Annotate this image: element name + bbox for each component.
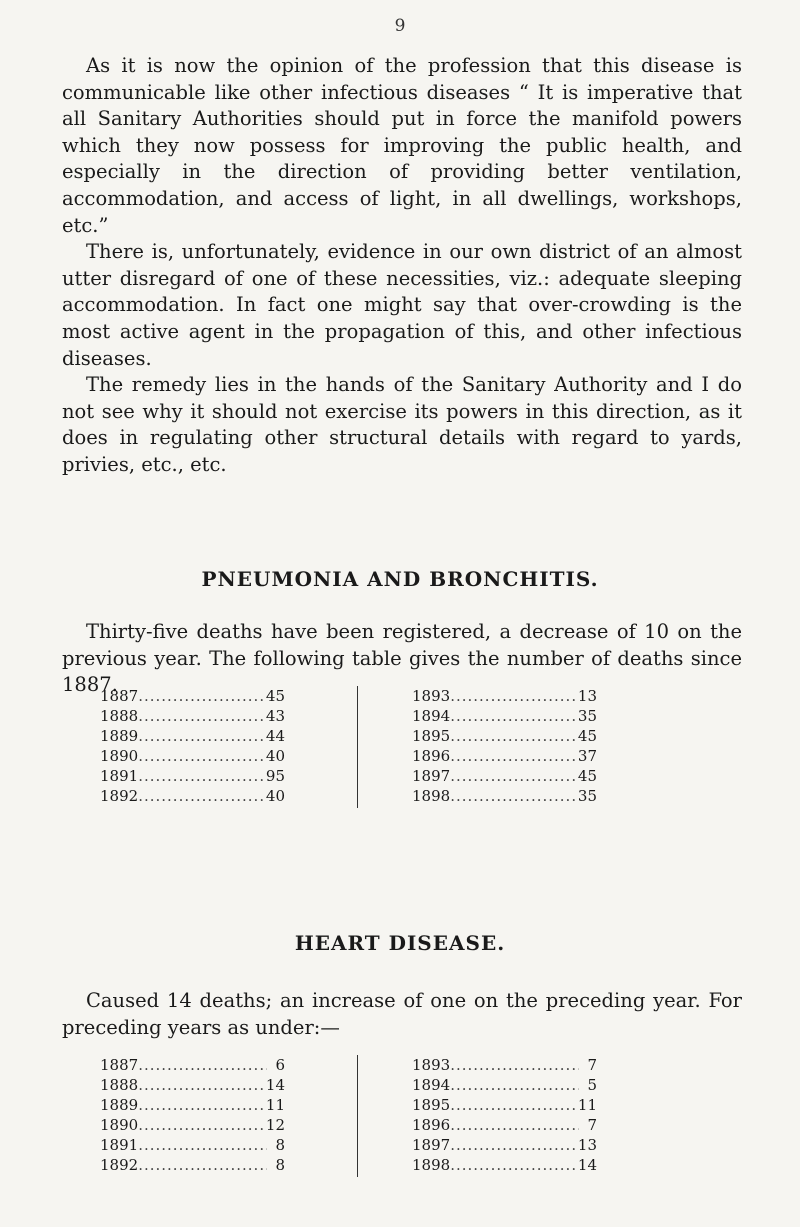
table-row (412, 746, 597, 766)
row-deaths: 14 (577, 1156, 597, 1174)
row-deaths: 14 (265, 1076, 285, 1094)
row-deaths: 8 (275, 1156, 285, 1174)
pneumonia-deaths-table (100, 686, 600, 808)
table-row (412, 766, 597, 786)
row-deaths: 5 (587, 1076, 597, 1094)
intro-paragraph: There is, unfortunately, evidence in our own district of an almost utter disregard of one of these necessities, viz.: adequate sleeping accommodation. In fact one might say that over-crowding is the most active agent in the propagation of this, and other infectious diseases. (62, 240, 742, 370)
row-deaths: 11 (577, 1096, 597, 1114)
row-deaths: 7 (587, 1116, 597, 1134)
row-year: 1898 (412, 787, 451, 805)
intro-paragraph: As it is now the opinion of the profession that this disease is communicable like other infectious diseases “ It is imperative that all Sanitary Authorities should put in force the manifold powers which they now possess for improving the public health, and especially in the direction of providing better ventilation, accommodation, and access of light, in all dwellings, workshops, etc.” (62, 54, 742, 237)
row-deaths: 45 (265, 687, 285, 705)
pneumonia-table-right-column (412, 686, 597, 806)
row-deaths: 40 (265, 787, 285, 805)
table-row (100, 766, 285, 786)
heart-disease-deaths-table (100, 1055, 600, 1177)
row-year: 1888 (100, 707, 139, 725)
table-row (412, 1135, 597, 1155)
row-deaths: 8 (275, 1136, 285, 1154)
table-row (412, 1155, 597, 1175)
row-year: 1897 (412, 1136, 451, 1154)
table-row (100, 786, 285, 806)
row-year: 1893 (412, 1056, 451, 1074)
table-row (100, 726, 285, 746)
table-row (412, 1095, 597, 1115)
column-divider (357, 1055, 358, 1177)
table-row (100, 706, 285, 726)
heart-disease-section (62, 988, 742, 1041)
row-year: 1889 (100, 1096, 139, 1114)
heart-disease-paragraph: Caused 14 deaths; an increase of one on the preceding year. For preceding years as under:— (62, 989, 742, 1039)
pneumonia-paragraph: Thirty-five deaths have been registered, a decrease of 10 on the previous year. The following table gives the number of deaths since 1887. (62, 620, 742, 697)
row-year: 1888 (100, 1076, 139, 1094)
row-deaths: 45 (577, 767, 597, 785)
row-year: 1898 (412, 1156, 451, 1174)
table-row (100, 1155, 285, 1175)
table-row (412, 1075, 597, 1095)
row-deaths: 45 (577, 727, 597, 745)
intro-section (62, 53, 742, 479)
table-row (100, 1115, 285, 1135)
table-row (100, 1075, 285, 1095)
row-year: 1887 (100, 1056, 139, 1074)
row-year: 1895 (412, 1096, 451, 1114)
row-deaths: 43 (265, 707, 285, 725)
table-row (412, 686, 597, 706)
table-row (412, 1055, 597, 1075)
row-deaths: 35 (577, 707, 597, 725)
table-row (100, 746, 285, 766)
heart-disease-heading: HEART DISEASE. (294, 931, 506, 955)
column-divider (357, 686, 358, 808)
row-year: 1891 (100, 1136, 139, 1154)
table-row (412, 786, 597, 806)
row-deaths: 6 (275, 1056, 285, 1074)
table-row (100, 1055, 285, 1075)
row-deaths: 44 (265, 727, 285, 745)
row-year: 1896 (412, 747, 451, 765)
heart-table-right-column (412, 1055, 597, 1175)
row-deaths: 7 (587, 1056, 597, 1074)
row-year: 1891 (100, 767, 139, 785)
page-number: 9 (394, 16, 406, 36)
row-deaths: 13 (577, 1136, 597, 1154)
row-year: 1893 (412, 687, 451, 705)
row-deaths: 12 (265, 1116, 285, 1134)
row-year: 1892 (100, 787, 139, 805)
intro-paragraph: The remedy lies in the hands of the Sanitary Authority and I do not see why it should not exercise its powers in this direction, as it does in regulating other structural details with regard to yards, privies, etc., etc. (62, 373, 742, 476)
table-row (100, 1135, 285, 1155)
row-year: 1887 (100, 687, 139, 705)
row-deaths: 35 (577, 787, 597, 805)
row-year: 1892 (100, 1156, 139, 1174)
row-deaths: 37 (577, 747, 597, 765)
row-year: 1895 (412, 727, 451, 745)
pneumonia-table-left-column (100, 686, 285, 806)
row-year: 1890 (100, 1116, 139, 1134)
row-year: 1897 (412, 767, 451, 785)
row-deaths: 11 (265, 1096, 285, 1114)
row-deaths: 95 (265, 767, 285, 785)
pneumonia-heading: PNEUMONIA AND BRONCHITIS. (201, 567, 599, 591)
row-year: 1890 (100, 747, 139, 765)
row-deaths: 40 (265, 747, 285, 765)
heart-table-left-column (100, 1055, 285, 1175)
table-row (412, 726, 597, 746)
table-row (100, 1095, 285, 1115)
row-year: 1889 (100, 727, 139, 745)
row-year: 1896 (412, 1116, 451, 1134)
row-deaths: 13 (577, 687, 597, 705)
row-year: 1894 (412, 1076, 451, 1094)
table-row (100, 686, 285, 706)
table-row (412, 706, 597, 726)
row-year: 1894 (412, 707, 451, 725)
table-row (412, 1115, 597, 1135)
